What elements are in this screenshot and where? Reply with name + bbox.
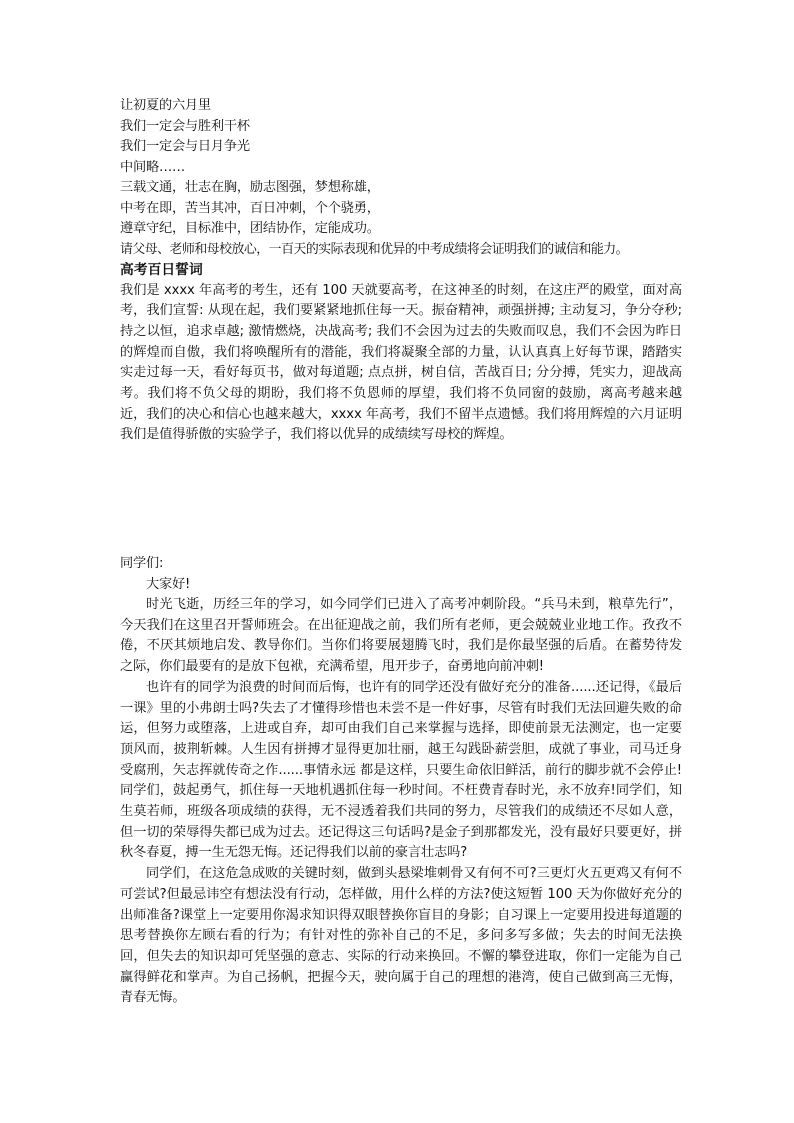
text-line: 我们一定会与日月争光 — [120, 139, 250, 154]
speech-paragraph: 时光飞逝，历经三年的学习，如今同学们已进入了高考冲刺阶段。“兵马未到，粮草先行”，今天我们在这里召开誓师班会。在出征迎战之前，我们所有老师，更会兢兢业业地工作。孜孜不倦，不厌其烦地启发、教导你们。当你们将要展翅腾飞时，我们是你最坚强的后盾。在蓄势待发之际，你们最要有的是放下包袱，充满希望，甩开步子，奋勇地向前冲刺! — [120, 597, 682, 675]
speech-paragraph: 也许有的同学为浪费的时间而后悔，也许有的同学还没有做好充分的准备......还记得，《最后一课》里的小弗朗士吗?失去了才懂得珍惜也未尝不是一件好事，尽管有时我们无法回避失败的命运，但努力或堕落，上进或自弃，却可由我们自己来掌握与选择，即使前景无法测定，也一定要顶风而，披荆斩棘。人生因有拼搏才显得更加壮丽，越王勾践卧薪尝胆，成就了事业，司马迁身受腐刑，矢志挥就传奇之作......事情永远 都是这样，只要生命依旧鲜活，前行的脚步就不会停止!同学们，鼓起勇气，抓住每一天地机遇抓住每一秒时间。不枉费青春时光，永不放弃!同学们，知生莫若师，班级各项成绩的获得，无不浸透着我们共同的努力，尽管我们的成绩还不尽如人意，但一切的荣辱得失都已成为过去。还记得这三句话吗?是金子到那都发光，没有最好只要更好，拼秋冬春夏，搏一生无怨无悔。还记得我们以前的豪言壮志吗? — [120, 679, 682, 861]
text-line: 请父母、老师和母校放心，一百天的实际表现和优异的中考成绩将会证明我们的诚信和能力。 — [120, 241, 629, 257]
text-line: 遵章守纪，目标准中，团结协作，定能成功。 — [120, 221, 380, 236]
pledge-paragraph: 我们是 xxxx 年高考的考生，还有 100 天就要高考，在这神圣的时刻，在这庄严的殿堂，面对高考，我们宣誓: 从现在起，我们要紧紧地抓住每一天。振奋精神，顽强拼搏; 主动复习，争分夺秒; 持之以恒，追求卓越; 激情燃烧，决战高考; 我们不会因为过去的失败而叹息，我们不会因为昨日的辉煌而自傲，我们将唤醒所有的潜能，我们将凝聚全部的力量，认认真真上好每节课，踏踏实实走过每一天，看好每页书，做对每道题; 点点拼，树自信，苦战百日; 分分搏，凭实力，迎战高考。我们将不负父母的期盼，我们将不负恩师的厚望，我们将不负同窗的鼓励，离高考越来越近，我们的决心和信心也越来越大，xxxx 年高考，我们不留半点遗憾。我们将用辉煌的六月证明我们是值得骄傲的实验学子，我们将以优异的成绩续写母校的辉煌。 — [120, 282, 682, 443]
section-2 — [120, 554, 682, 1009]
text-line: 中间略…… — [120, 159, 185, 175]
section-1 — [120, 96, 682, 446]
text-line: 三载文通，壮志在胸，励志图强，梦想称雄， — [120, 180, 380, 195]
speech-paragraph: 同学们，在这危急成败的关键时刻，做到头悬梁堆刺骨又有何不可?三更灯火五更鸡又有何不可尝试?但最忌讳空有想法没有行动，怎样做，用什么样的方法?使这短暂 100 天为你做好充分的出师准备?课堂上一定要用你渴求知识得双眼替换你盲目的身影；自习课上一定要用投进每道题的思考替换你左顾右看的行为；有针对性的弥补自己的不足，多问多写多做；失去的时间无法换回，但失去的知识却可凭坚强的意志、实际的行动来换回。不懈的攀登进取，你们一定能为自己赢得鲜花和掌声。为自己扬帆，把握今天，驶向属于自己的理想的港湾，使自己做到高三无悔，青春无悔。 — [120, 866, 682, 1006]
greeting: 大家好! — [146, 576, 191, 592]
text-line: 中考在即，苦当其冲，百日冲刺，个个骁勇， — [120, 200, 380, 216]
section-heading: 高考百日誓词 — [120, 262, 203, 278]
salutation: 同学们: — [120, 556, 164, 571]
text-line: 让初夏的六月里 — [120, 98, 211, 113]
text-line: 我们一定会与胜利干杯 — [120, 118, 250, 134]
